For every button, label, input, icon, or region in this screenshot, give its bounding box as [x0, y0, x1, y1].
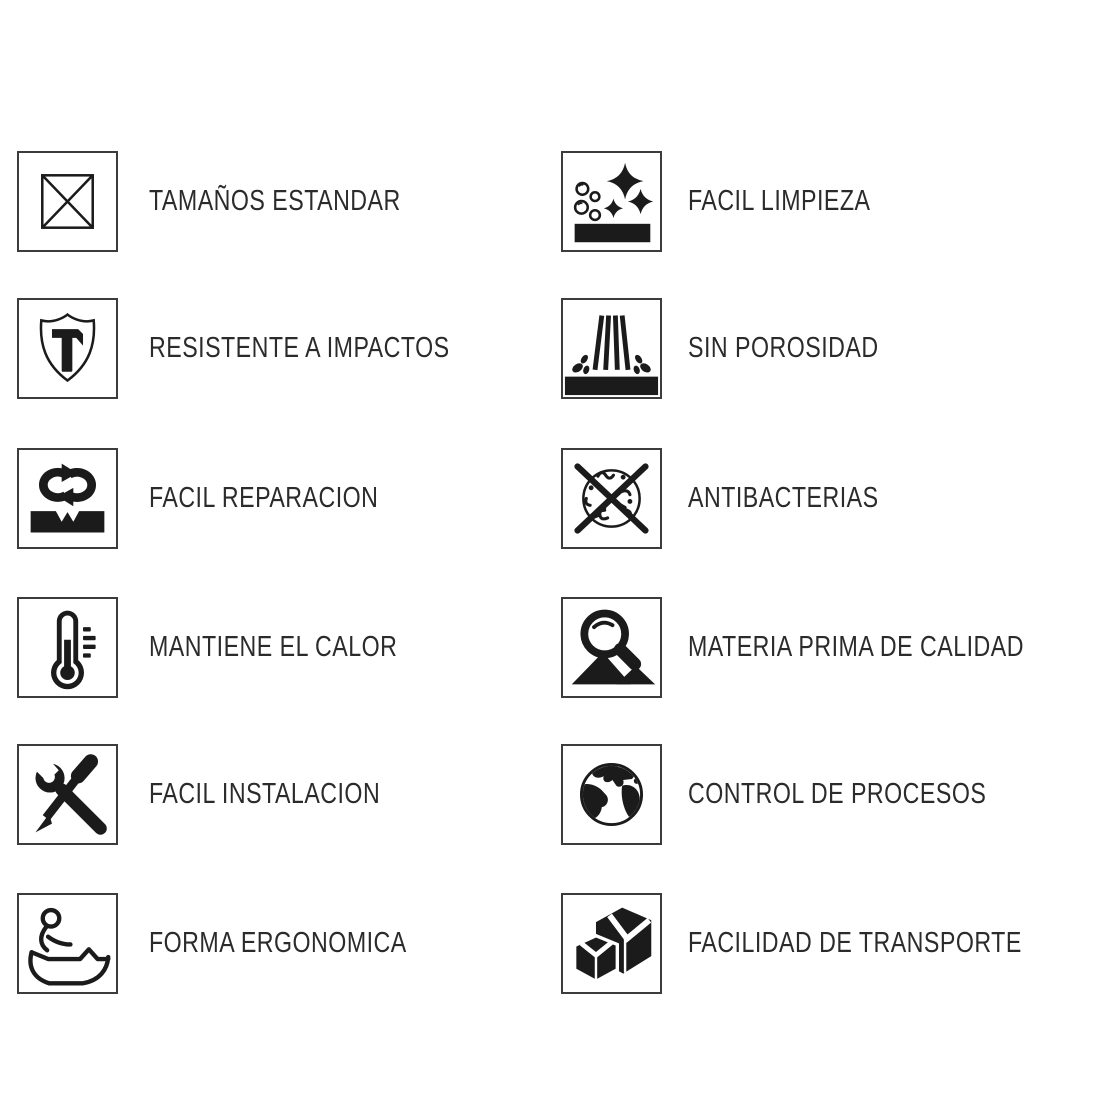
feature-row-no-porosity [561, 298, 926, 399]
antibacterial-icon [563, 450, 660, 547]
icon-frame [17, 597, 118, 698]
icon-frame [17, 298, 118, 399]
easy-installation-icon [19, 746, 116, 843]
icon-frame [561, 298, 662, 399]
feature-row-impact-resistant [17, 298, 525, 399]
feature-label: SIN POROSIDAD [688, 332, 879, 364]
quality-raw-material-icon [563, 599, 660, 696]
feature-label: FORMA ERGONOMICA [149, 927, 407, 959]
icon-frame [17, 448, 118, 549]
feature-label: RESISTENTE A IMPACTOS [149, 332, 450, 364]
transport-ease-icon [563, 895, 660, 992]
standard-sizes-icon [19, 153, 116, 250]
feature-row-process-control [561, 744, 1061, 845]
icon-frame [561, 597, 662, 698]
feature-row-ergonomic-shape [17, 893, 471, 994]
keeps-heat-icon [19, 599, 116, 696]
feature-label: ANTIBACTERIAS [688, 482, 879, 514]
icon-frame [561, 448, 662, 549]
feature-row-transport-ease [561, 893, 1100, 994]
process-control-icon [563, 746, 660, 843]
ergonomic-shape-icon [19, 895, 116, 992]
feature-row-keeps-heat [17, 597, 459, 698]
feature-row-easy-cleaning [561, 151, 916, 252]
feature-row-easy-installation [17, 744, 438, 845]
icon-frame [17, 151, 118, 252]
feature-row-easy-repair [17, 448, 436, 549]
impact-resistant-icon [19, 300, 116, 397]
feature-label: TAMAÑOS ESTANDAR [149, 185, 401, 217]
feature-row-quality-raw-material [561, 597, 1100, 698]
icon-frame [17, 893, 118, 994]
icon-frame [561, 151, 662, 252]
feature-label: FACIL LIMPIEZA [688, 185, 871, 217]
no-porosity-icon [563, 300, 660, 397]
feature-label: FACILIDAD DE TRANSPORTE [688, 927, 1022, 959]
feature-label: MANTIENE EL CALOR [149, 631, 398, 663]
icon-frame [561, 893, 662, 994]
feature-row-antibacterial [561, 448, 926, 549]
icon-frame [17, 744, 118, 845]
icon-frame [561, 744, 662, 845]
feature-label: FACIL REPARACION [149, 482, 379, 514]
easy-repair-icon [19, 450, 116, 547]
feature-row-standard-sizes [17, 151, 464, 252]
easy-cleaning-icon [563, 153, 660, 250]
feature-label: FACIL INSTALACION [149, 778, 381, 810]
feature-label: CONTROL DE PROCESOS [688, 778, 987, 810]
feature-label: MATERIA PRIMA DE CALIDAD [688, 631, 1024, 663]
